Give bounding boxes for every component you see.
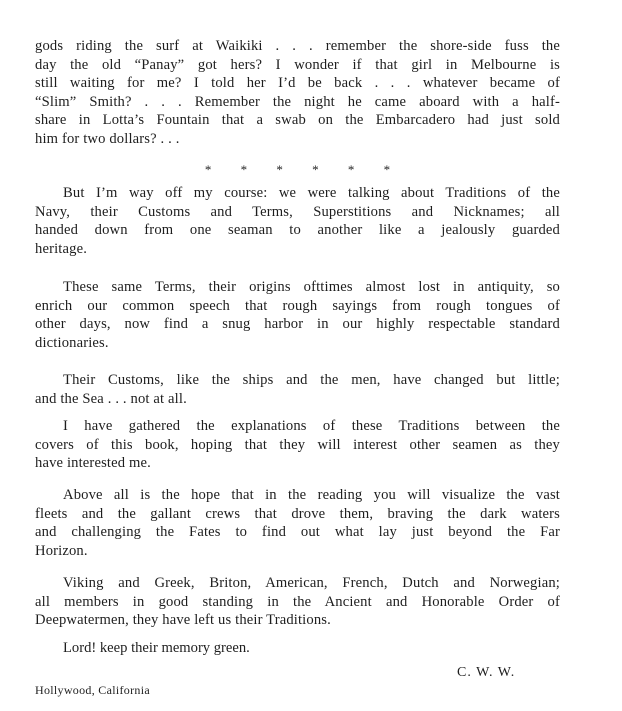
paragraph-viking: [35, 574, 560, 630]
text-line: handed down from one seaman to another like a jealously guarded: [35, 222, 560, 239]
paragraph-course: [35, 184, 560, 258]
text-line: These same Terms, their origins ofttimes almost lost in antiquity, so: [63, 279, 560, 295]
closing-line: Lord! keep their memory green.: [63, 640, 250, 656]
text-line: day the old “Panay” got hers? I wonder if that girl in Melbourne is: [35, 56, 560, 73]
opening-paragraph: [35, 37, 560, 149]
paragraph-terms: [35, 278, 560, 352]
author-initials: C. W. W.: [457, 665, 516, 680]
text-line: “Slim” Smith? . . . Remember the night he came aboard with a half-: [35, 93, 560, 110]
paragraph-customs: [35, 371, 560, 408]
separator-star: *: [312, 162, 319, 177]
separator-star: *: [204, 162, 212, 177]
text-line: I have gathered the explanations of these Traditions between the: [63, 418, 560, 434]
text-line: Their Customs, like the ships and the men, have changed but little;: [63, 372, 560, 388]
text-line: all members in good standing in the Ancient and Honorable Order of: [35, 593, 560, 610]
text-line: enrich our common speech that rough sayings from rough tongues of: [35, 297, 560, 314]
text-line: covers of this book, hoping that they will interest other seamen as they: [35, 436, 560, 453]
separator-star: *: [383, 162, 391, 177]
text-line: and challenging the Fates to find out what lay just beyond the Far: [35, 524, 560, 541]
text-line: and the Sea . . . not at all.: [35, 390, 187, 407]
text-line: him for two dollars? . . .: [35, 130, 180, 147]
text-line: gods riding the surf at Waikiki . . . remember the shore-side fuss the: [35, 38, 560, 54]
section-separator: [35, 162, 560, 178]
text-line: other days, now find a snug harbor in our highly respectable standard: [35, 316, 560, 333]
text-line: still waiting for me? I told her I’d be back . . . whatever became of: [35, 75, 560, 92]
text-line: dictionaries.: [35, 334, 109, 351]
separator-star: *: [240, 162, 248, 177]
place-line: Hollywood, California: [35, 683, 150, 697]
text-line: Horizon.: [35, 542, 88, 559]
separator-star: *: [347, 162, 355, 177]
text-line: fleets and the gallant crews that drove them, braving the dark waters: [35, 505, 560, 522]
separator-star: *: [276, 162, 283, 177]
text-line: Deepwatermen, they have left us their Traditions.: [35, 612, 331, 629]
text-line: But I’m way off my course: we were talking about Traditions of the: [63, 185, 560, 201]
text-line: Viking and Greek, Briton, American, French, Dutch and Norwegian;: [63, 575, 560, 591]
paragraph-gathered: [35, 417, 560, 473]
text-line: heritage.: [35, 240, 87, 257]
document-page: [35, 0, 560, 711]
text-line: Above all is the hope that in the reading you will visualize the vast: [63, 487, 560, 503]
text-line: share in Lotta’s Fountain that a swab on the Embarcadero had just sold: [35, 112, 560, 129]
text-line: have interested me.: [35, 455, 151, 472]
paragraph-hope: [35, 486, 560, 560]
text-line: Navy, their Customs and Terms, Superstitions and Nicknames; all: [35, 203, 560, 220]
